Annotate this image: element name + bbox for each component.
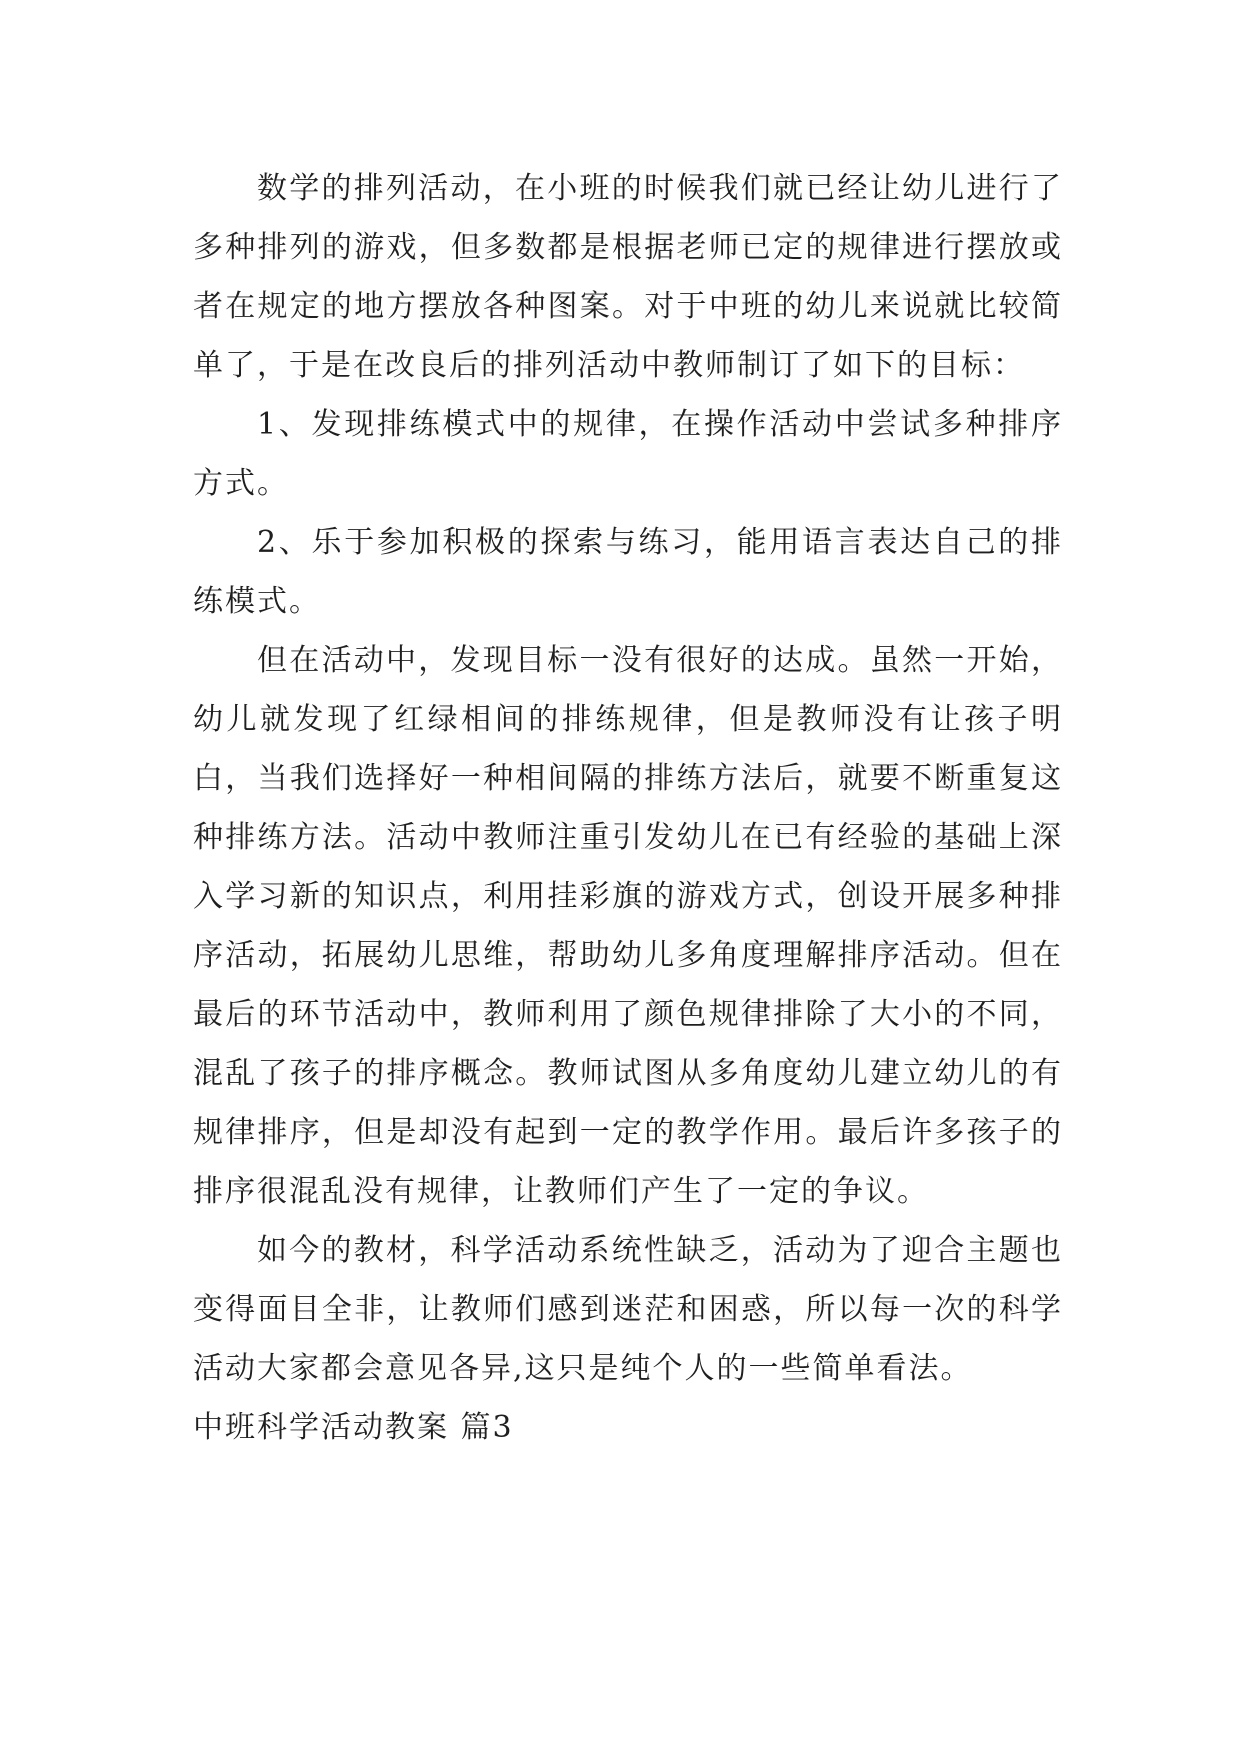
paragraph-goal-1: 1、发现排练模式中的规律，在操作活动中尝试多种排序方式。 xyxy=(193,407,1063,501)
paragraph-intro: 数学的排列活动，在小班的时候我们就已经让幼儿进行了多种排列的游戏，但多数都是根据老师已定的规律进行摆放或者在规定的地方摆放各种图案。对于中班的幼儿来说就比较简单了，于是在改良后的排列活动中教师制订了如下的目标： xyxy=(193,171,1063,383)
section-heading: 中班科学活动教案 篇3 xyxy=(193,1410,514,1445)
paragraph-conclusion: 如今的教材，科学活动系统性缺乏，活动为了迎合主题也变得面目全非，让教师们感到迷茫和困惑，所以每一次的科学活动大家都会意见各异,这只是纯个人的一些简单看法。 xyxy=(193,1233,1063,1386)
paragraph-reflection: 但在活动中，发现目标一没有很好的达成。虽然一开始，幼儿就发现了红绿相间的排练规律，但是教师没有让孩子明白，当我们选择好一种相间隔的排练方法后，就要不断重复这种排练方法。活动中教师注重引发幼儿在已有经验的基础上深入学习新的知识点，利用挂彩旗的游戏方式，创设开展多种排序活动，拓展幼儿思维，帮助幼儿多角度理解排序活动。但在最后的环节活动中，教师利用了颜色规律排除了大小的不同，混乱了孩子的排序概念。教师试图从多角度幼儿建立幼儿的有规律排序，但是却没有起到一定的教学作用。最后许多孩子的排序很混乱没有规律，让教师们产生了一定的争议。 xyxy=(193,643,1063,1209)
paragraph-goal-2: 2、乐于参加积极的探索与练习，能用语言表达自己的排练模式。 xyxy=(193,525,1063,619)
document-body xyxy=(193,159,1063,1457)
